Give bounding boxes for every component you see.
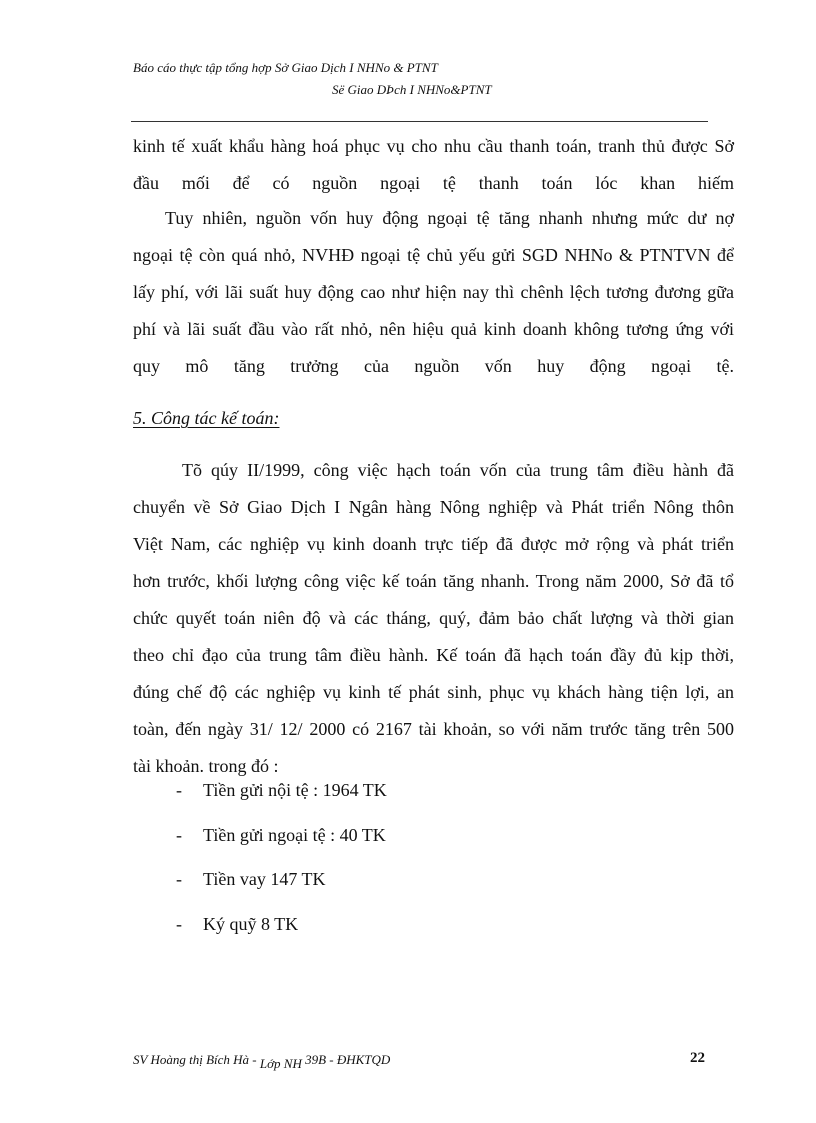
list-bullet: - — [176, 869, 182, 889]
list-item-text: Tiền gửi nội tệ : 1964 TK — [203, 780, 387, 800]
text-line: ngoại tệ còn quá nhỏ, NVHĐ ngoại tệ chủ yếu gửi SGD NHNo & PTNTVN để — [133, 245, 734, 265]
text-line: chức quyết toán niên độ và các tháng, quý, đảm bảo chất lượng và thời gian — [133, 608, 734, 628]
text-line: phí và lãi suất đầu vào rất nhỏ, nên hiệu quả kinh doanh không tương ứng với — [133, 319, 734, 339]
text-line: kinh tế xuất khẩu hàng hoá phục vụ cho nhu cầu thanh toán, tranh thủ được Sở — [133, 136, 734, 156]
text-line: toàn, đến ngày 31/ 12/ 2000 có 2167 tài khoản, so với năm trước tăng trên 500 — [133, 719, 734, 739]
header-divider — [131, 121, 708, 122]
text-line: Tuy nhiên, nguồn vốn huy động ngoại tệ tăng nhanh nhưng mức dư nợ — [165, 208, 734, 228]
text-line: đúng chế độ các nghiệp vụ kinh tế phát sinh, phục vụ khách hàng tiện lợi, an — [133, 682, 734, 702]
paragraph-1 — [133, 131, 734, 205]
footer-author-suffix: 39B - ĐHKTQD — [301, 1052, 391, 1067]
list-item — [176, 912, 387, 957]
list-bullet: - — [176, 780, 182, 800]
list-item — [176, 778, 387, 823]
header-subtitle: Së Giao DÞch I NHNo&PTNT — [332, 82, 492, 97]
section-heading: 5. Công tác kế toán: — [133, 408, 280, 428]
list-item — [176, 867, 387, 912]
text-line: Tõ qúy II/1999, công việc hạch toán vốn của trung tâm điều hành đã — [182, 460, 734, 480]
footer-author-class: Lớp NH — [259, 1056, 302, 1071]
text-line: tài khoản. trong đó : — [133, 756, 279, 776]
list-bullet: - — [176, 824, 182, 845]
text-line: Việt Nam, các nghiệp vụ kinh doanh trực tiếp đã được mở rộng và phát triển — [133, 534, 734, 554]
text-line: lấy phí, với lãi suất huy động cao như hiện nay thì chênh lệch tương đương gữa — [133, 282, 734, 302]
text-line: hơn trước, khối lượng công việc kế toán tăng nhanh. Trong năm 2000, Sở đã tổ — [133, 571, 734, 591]
text-line: quy mô tăng trưởng của nguồn vốn huy động ngoại tệ. — [133, 356, 734, 376]
text-line: theo chỉ đạo của trung tâm điều hành. Kế toán đã hạch toán đầy đủ kịp thời, — [133, 645, 734, 665]
account-list — [176, 778, 387, 956]
paragraph-3 — [133, 455, 734, 788]
text-line: chuyển về Sở Giao Dịch I Ngân hàng Nông nghiệp và Phát triển Nông thôn — [133, 497, 734, 517]
list-item-text: Tiền gửi ngoại tệ : 40 TK — [203, 824, 386, 845]
list-item — [176, 823, 387, 868]
header-title: Báo cáo thực tập tổng hợp Sở Giao Dịch I NHNo & PTNT — [133, 60, 438, 75]
paragraph-2 — [133, 203, 734, 388]
text-line: đầu mối để có nguồn ngoại tệ thanh toán lóc khan hiếm — [133, 173, 734, 193]
list-item-text: Tiền vay 147 TK — [203, 869, 326, 889]
footer-author — [133, 1052, 391, 1071]
list-item-text: Ký quỹ 8 TK — [203, 913, 299, 934]
page-number: 22 — [690, 1050, 705, 1066]
footer-author-name: SV Hoàng thị Bích Hà - — [133, 1052, 260, 1067]
list-bullet: - — [176, 913, 182, 934]
